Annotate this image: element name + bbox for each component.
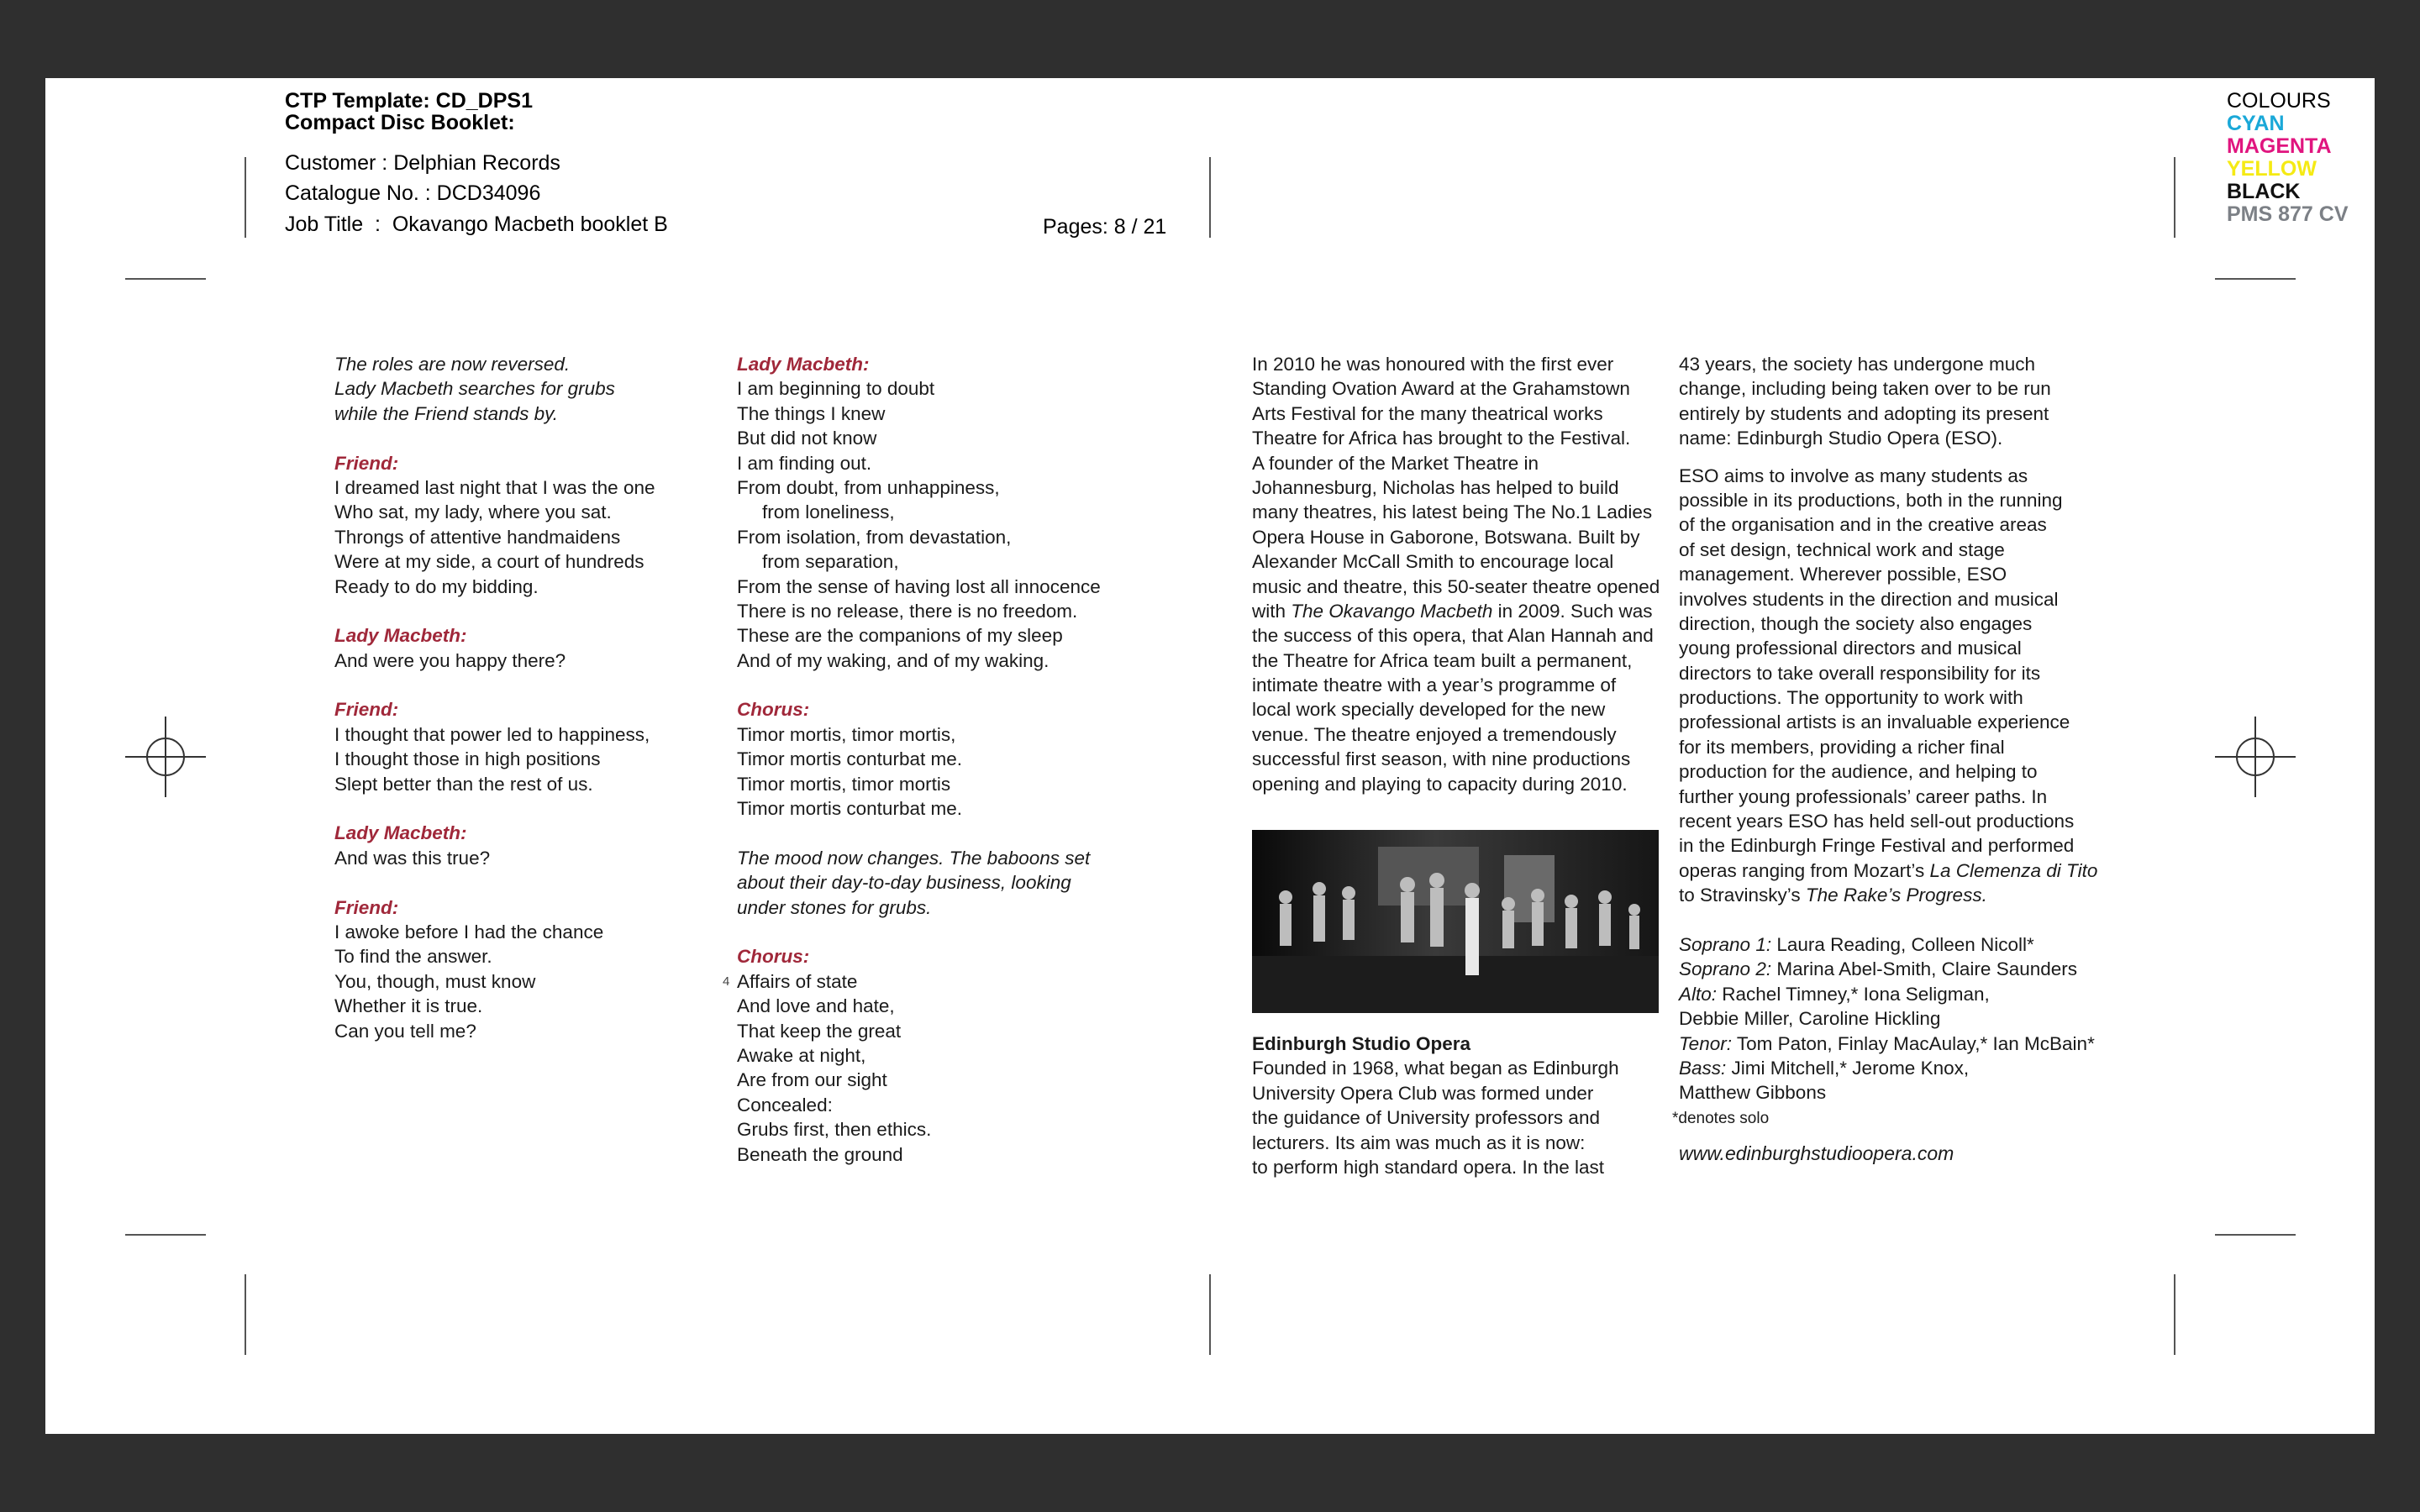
crop-mark	[2174, 1274, 2175, 1355]
lyric-line: But did not know	[737, 428, 877, 449]
photo-image	[1252, 830, 1659, 1013]
cast-line: Debbie Miller, Caroline Hickling	[1679, 1008, 1941, 1030]
lyric-line: Whether it is true.	[334, 995, 483, 1017]
work-title: The Rake’s Progress.	[1805, 885, 1987, 906]
page-number: 4	[723, 974, 730, 989]
body-line: for its members, providing a richer final	[1679, 736, 2005, 758]
colour-magenta: MAGENTA	[2227, 134, 2332, 158]
body-line: the success of this opera, that Alan Hannah and	[1252, 625, 1654, 647]
lyric-line: I thought those in high positions	[334, 748, 601, 770]
lyric-line: And was this true?	[334, 847, 491, 869]
body-line: University Opera Club was formed under	[1252, 1082, 1594, 1104]
stage-direction: under stones for grubs.	[737, 896, 932, 918]
body-line: the guidance of University professors and	[1252, 1107, 1600, 1129]
body-line: with The Okavango Macbeth in 2009. Such was	[1252, 600, 1653, 622]
fold-mark	[1209, 1274, 1211, 1355]
lyric-line: There is no release, there is no freedom.	[737, 600, 1078, 622]
body-line: In 2010 he was honoured with the first ever	[1252, 354, 1614, 375]
cast-line: Alto: Rachel Timney,* Iona Seligman,	[1679, 983, 1990, 1005]
body-line: direction, though the society also engages	[1679, 612, 2033, 634]
body-line: Alexander McCall Smith to encourage local	[1252, 551, 1614, 573]
speaker-label: Lady Macbeth:	[334, 625, 467, 647]
lyric-line: The things I knew	[737, 402, 886, 424]
lyric-line: Concealed:	[737, 1094, 833, 1116]
body-line: opening and playing to capacity during 2010.	[1252, 773, 1628, 795]
body-line: recent years ESO has held sell-out productions	[1679, 811, 2075, 832]
body-line: lecturers. Its aim was much as it is now:	[1252, 1131, 1586, 1153]
work-title: The Okavango Macbeth	[1291, 600, 1493, 622]
job-title-label: Job Title : Okavango Macbeth booklet B	[285, 213, 668, 236]
body-line: entirely by students and adopting its present	[1679, 402, 2049, 424]
cast-line: Soprano 2: Marina Abel-Smith, Claire Saunders	[1679, 958, 2078, 980]
body-line: of set design, technical work and stage	[1679, 538, 2005, 560]
pages-label: Pages: 8 / 21	[1043, 215, 1167, 239]
crop-mark	[245, 157, 246, 238]
customer-label: Customer : Delphian Records	[285, 151, 560, 175]
stage-direction: The mood now changes. The baboons set	[737, 847, 1091, 869]
body-line: Standing Ovation Award at the Grahamstown	[1252, 378, 1630, 400]
body-line: many theatres, his latest being The No.1 Ladies	[1252, 501, 1653, 523]
lyric-line: Are from our sight	[737, 1069, 887, 1091]
cast-line: Bass: Jimi Mitchell,* Jerome Knox,	[1679, 1057, 1970, 1079]
body-line: management. Wherever possible, ESO	[1679, 564, 2007, 585]
lyric-line: I dreamed last night that I was the one	[334, 476, 655, 498]
lyric-line: And of my waking, and of my waking.	[737, 649, 1050, 671]
body-line: involves students in the direction and musical	[1679, 588, 2059, 610]
body-line: in the Edinburgh Fringe Festival and performed	[1679, 835, 2075, 857]
lyric-line: Throngs of attentive handmaidens	[334, 526, 621, 548]
body-line: the Theatre for Africa team built a permanent,	[1252, 649, 1633, 671]
fold-mark	[1209, 157, 1211, 238]
lyric-line: And were you happy there?	[334, 649, 566, 671]
lyric-line: from loneliness,	[762, 501, 895, 523]
colour-cyan: CYAN	[2227, 112, 2285, 135]
body-line: to perform high standard opera. In the last	[1252, 1156, 1604, 1178]
speaker-label: Chorus:	[737, 699, 810, 721]
lyric-line: Timor mortis, timor mortis,	[737, 723, 956, 745]
body-line: change, including being taken over to be run	[1679, 378, 2051, 400]
lyric-line: Ready to do my bidding.	[334, 575, 539, 597]
speaker-label: Friend:	[334, 699, 399, 721]
lyric-line: Timor mortis conturbat me.	[737, 798, 962, 820]
crop-mark	[125, 278, 206, 280]
lyric-line: These are the companions of my sleep	[737, 625, 1063, 647]
crop-mark	[2215, 278, 2296, 280]
lyric-line: from separation,	[762, 551, 899, 573]
crop-mark	[2215, 1234, 2296, 1236]
colour-black: BLACK	[2227, 180, 2301, 203]
cast-line: Matthew Gibbons	[1679, 1082, 1827, 1104]
body-line: young professional directors and musical	[1679, 638, 2022, 659]
article-column-3	[1252, 352, 1672, 796]
body-line: Arts Festival for the many theatrical works	[1252, 402, 1603, 424]
lyric-line: Slept better than the rest of us.	[334, 773, 593, 795]
lyric-line: And love and hate,	[737, 995, 895, 1017]
body-line: ESO aims to involve as many students as	[1679, 465, 2028, 486]
lyric-line: Who sat, my lady, where you sat.	[334, 501, 612, 523]
production-photo	[1252, 830, 1659, 1013]
body-line: productions. The opportunity to work with	[1679, 687, 2023, 709]
stage-direction: about their day-to-day business, looking	[737, 872, 1071, 894]
colours-legend	[2227, 90, 2349, 226]
cast-line: Soprano 1: Laura Reading, Colleen Nicoll*	[1679, 933, 2034, 955]
section-heading: Edinburgh Studio Opera	[1252, 1033, 1470, 1054]
booklet-label: Compact Disc Booklet:	[285, 111, 515, 134]
body-line: Johannesburg, Nicholas has helped to build	[1252, 476, 1619, 498]
colour-pms: PMS 877 CV	[2227, 202, 2349, 226]
lyric-line: Were at my side, a court of hundreds	[334, 551, 644, 573]
solo-footnote: *denotes solo	[1672, 1110, 1770, 1127]
lyric-line: I am beginning to doubt	[737, 378, 935, 400]
lyric-line: From doubt, from unhappiness,	[737, 476, 1000, 498]
body-line: 43 years, the society has undergone much	[1679, 354, 2036, 375]
lyric-line: I awoke before I had the chance	[334, 921, 604, 942]
lyric-line: You, though, must know	[334, 970, 536, 992]
body-line: possible in its productions, both in the running	[1679, 489, 2063, 511]
body-line: of the organisation and in the creative areas	[1679, 514, 2047, 536]
body-line: A founder of the Market Theatre in	[1252, 452, 1539, 474]
lyric-line: Beneath the ground	[737, 1143, 903, 1165]
speaker-label: Chorus:	[737, 946, 810, 968]
lyric-line: Awake at night,	[737, 1044, 866, 1066]
speaker-label: Friend:	[334, 896, 399, 918]
stage-direction: Lady Macbeth searches for grubs	[334, 378, 615, 400]
speaker-label: Lady Macbeth:	[334, 822, 467, 844]
body-line: successful first season, with nine productions	[1252, 748, 1631, 770]
website-link[interactable]: www.edinburghstudioopera.com	[1679, 1142, 1954, 1164]
lyric-line: Can you tell me?	[334, 1020, 476, 1042]
body-line: production for the audience, and helping to	[1679, 761, 2038, 783]
crop-mark	[245, 1274, 246, 1355]
body-line: professional artists is an invaluable experience	[1679, 711, 2070, 733]
body-line: venue. The theatre enjoyed a tremendously	[1252, 723, 1617, 745]
body-line: further young professionals’ career paths. In	[1679, 785, 2048, 807]
colour-yellow: YELLOW	[2227, 157, 2317, 181]
lyric-line: From the sense of having lost all innocence	[737, 575, 1101, 597]
speaker-label: Lady Macbeth:	[737, 354, 870, 375]
catalogue-label: Catalogue No. : DCD34096	[285, 181, 541, 205]
speaker-label: Friend:	[334, 452, 399, 474]
body-line: Founded in 1968, what began as Edinburgh	[1252, 1058, 1619, 1079]
crop-mark	[2174, 157, 2175, 238]
body-line: operas ranging from Mozart’s La Clemenza di Tito	[1679, 859, 2098, 881]
registration-mark-icon	[125, 717, 206, 797]
body-line: to Stravinsky’s The Rake’s Progress.	[1679, 885, 1987, 906]
stage-direction: while the Friend stands by.	[334, 402, 558, 424]
crop-mark	[125, 1234, 206, 1236]
libretto-column-2	[737, 352, 1123, 1167]
lyric-line: Timor mortis conturbat me.	[737, 748, 962, 770]
lyric-line: From isolation, from devastation,	[737, 526, 1012, 548]
body-line: name: Edinburgh Studio Opera (ESO).	[1679, 428, 2003, 449]
eso-section	[1252, 1032, 1672, 1179]
body-line: intimate theatre with a year’s programme of	[1252, 675, 1617, 696]
lyric-line: Affairs of state	[737, 970, 858, 992]
template-label: CTP Template: CD_DPS1	[285, 89, 533, 113]
work-title: La Clemenza di Tito	[1929, 859, 2098, 881]
lyric-line: To find the answer.	[334, 946, 492, 968]
body-line: Opera House in Gaborone, Botswana. Built by	[1252, 526, 1640, 548]
body-line: music and theatre, this 50-seater theatre opened	[1252, 575, 1660, 597]
colours-title: COLOURS	[2227, 89, 2331, 113]
cast-line: Tenor: Tom Paton, Finlay MacAulay,* Ian McBain*	[1679, 1032, 2095, 1054]
lyric-line: I am finding out.	[737, 452, 872, 474]
body-line: local work specially developed for the new	[1252, 699, 1606, 721]
lyric-line: Grubs first, then ethics.	[737, 1119, 932, 1141]
body-line: directors to take overall responsibility for its	[1679, 662, 2041, 684]
stage-direction: The roles are now reversed.	[334, 354, 571, 375]
lyric-line: Timor mortis, timor mortis	[737, 773, 951, 795]
article-column-4	[1679, 352, 2116, 1105]
lyric-line: I thought that power led to happiness,	[334, 723, 650, 745]
libretto-column-1	[334, 352, 687, 1043]
registration-mark-icon	[2215, 717, 2296, 797]
body-line: Theatre for Africa has brought to the Festival.	[1252, 428, 1631, 449]
lyric-line: That keep the great	[737, 1020, 902, 1042]
